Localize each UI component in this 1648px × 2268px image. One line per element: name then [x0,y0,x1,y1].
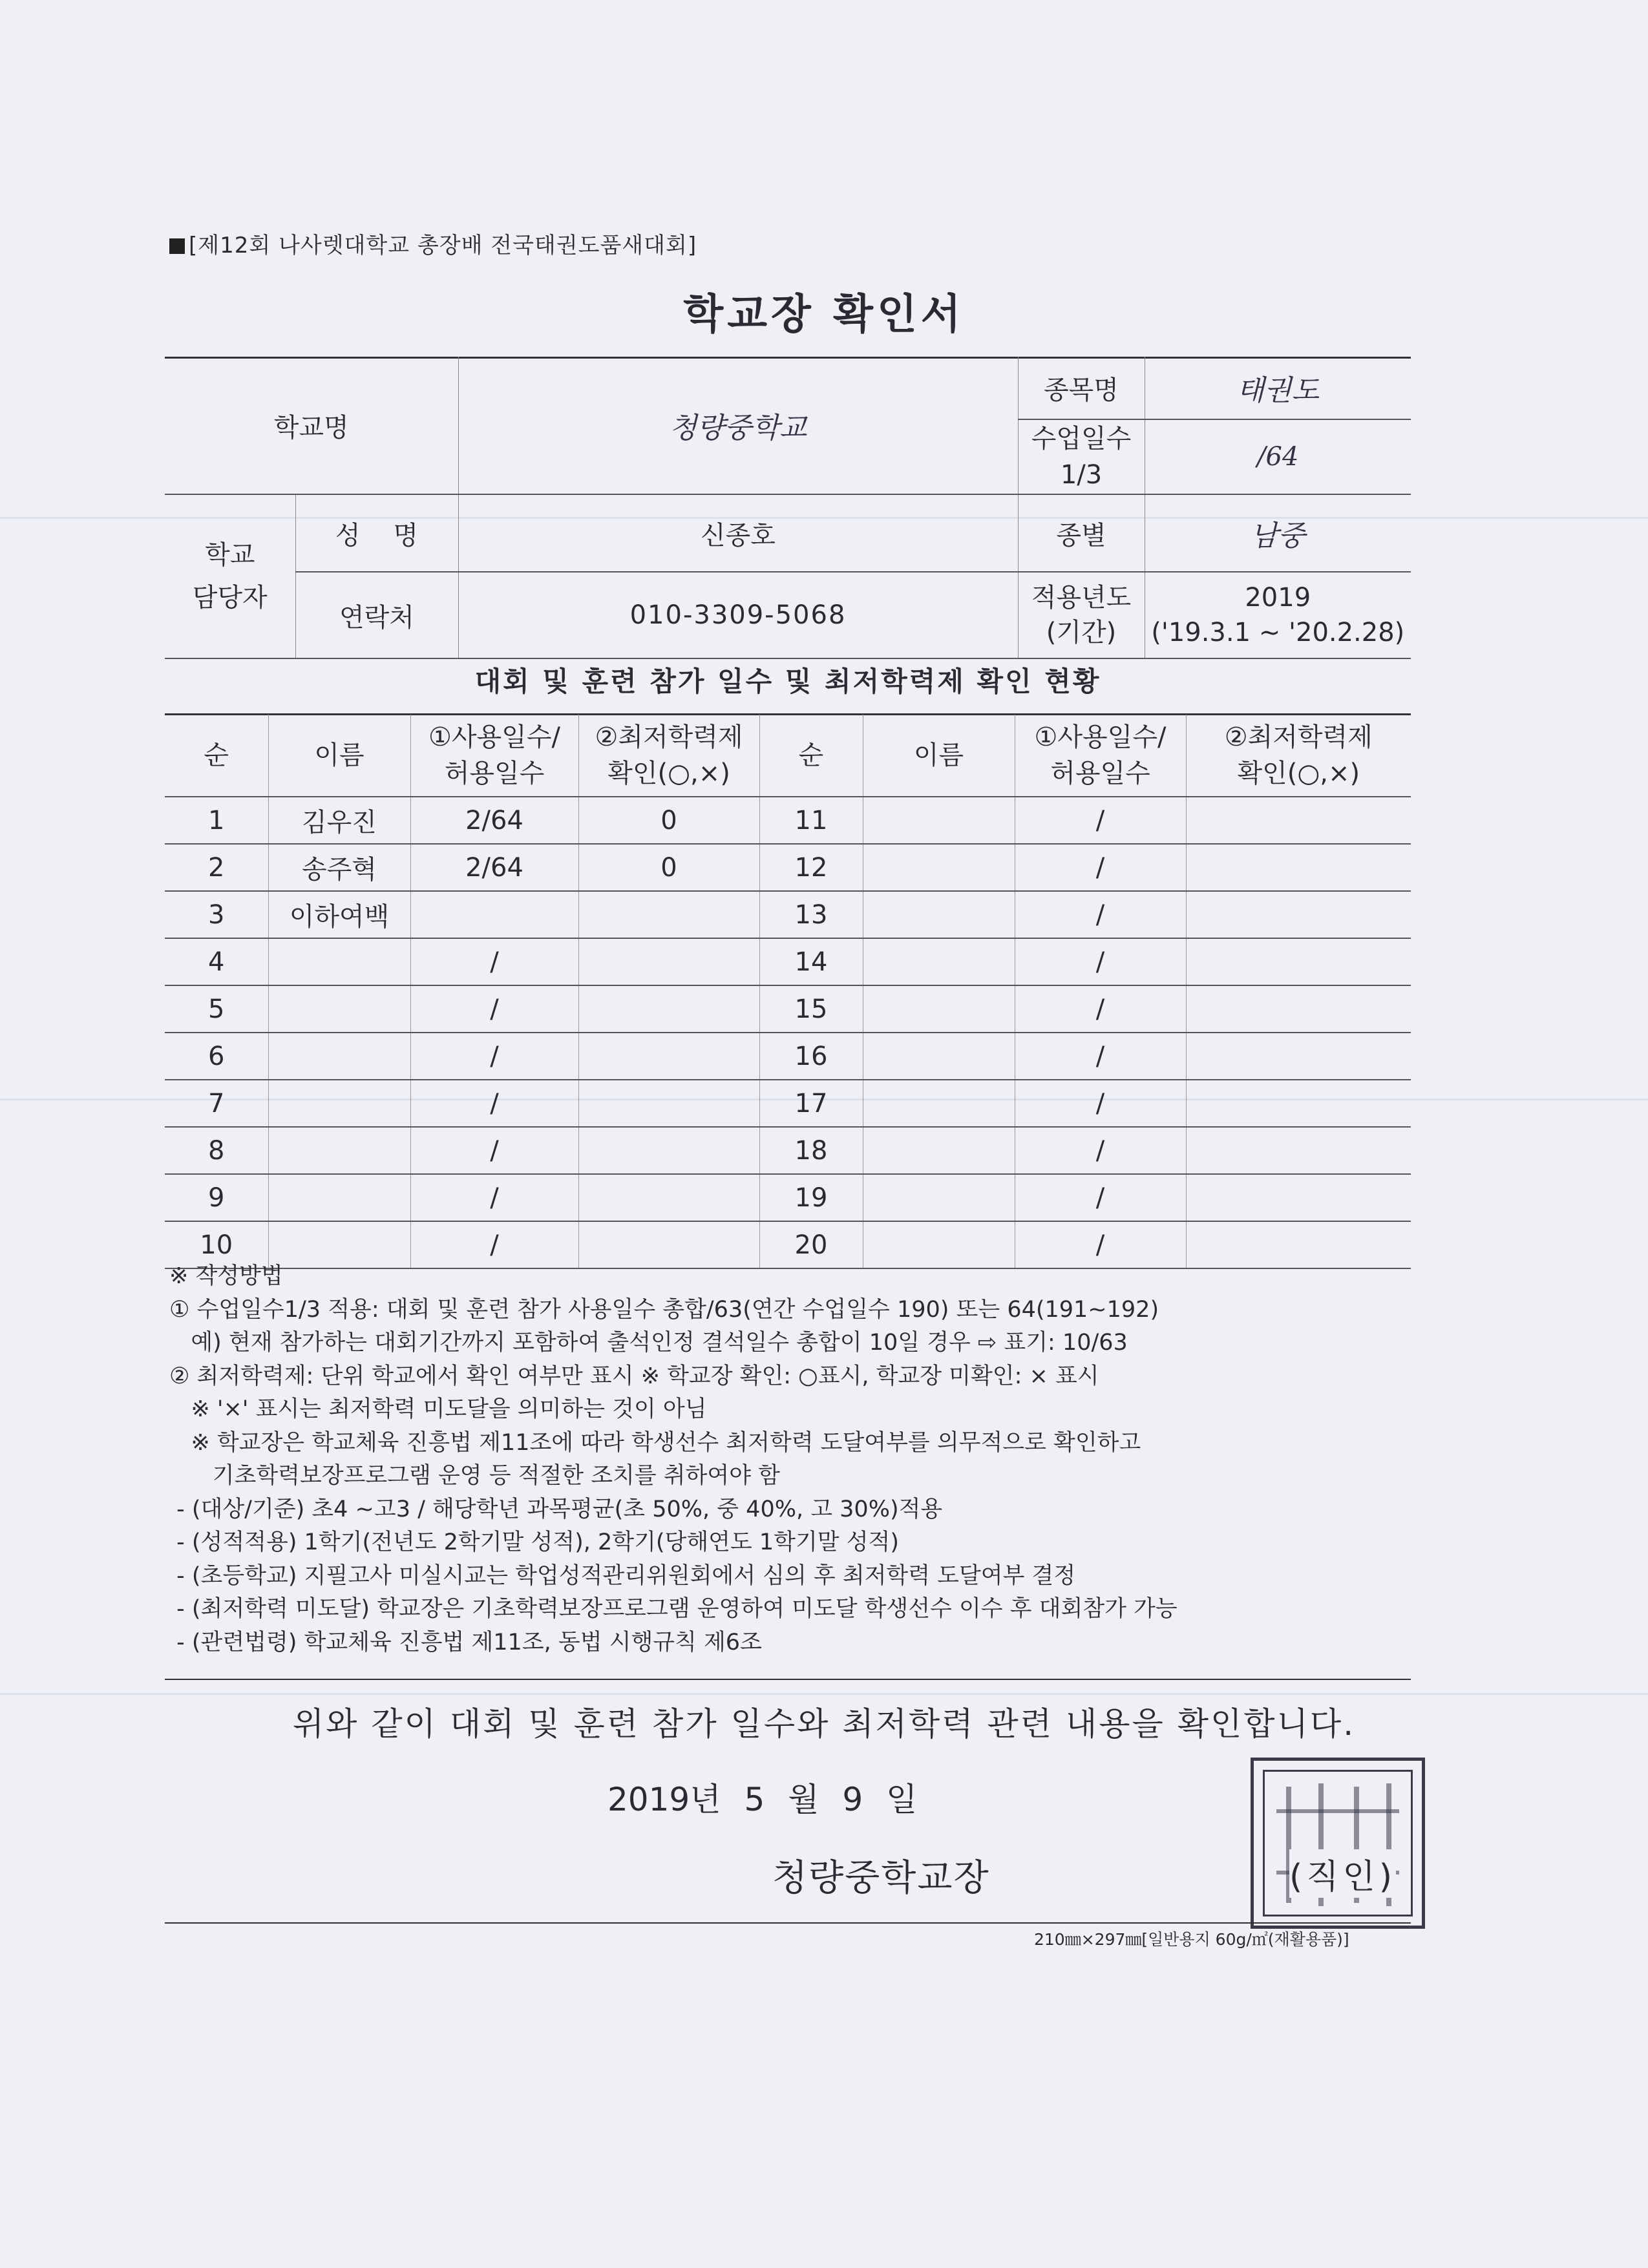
school-label: 학교명 [165,357,458,494]
table-row [165,1033,1411,1080]
class-days-label: 수업일수 1/3 [1018,419,1145,494]
school-info-table [165,357,1411,659]
row-name: 이하여백 [268,891,410,938]
square-bullet-icon [169,238,185,254]
row-check [1186,1127,1411,1174]
row-no: 4 [165,938,268,985]
row-days: / [410,985,578,1033]
row-name [268,1033,410,1080]
header-days: ①사용일수/ 허용일수 [410,715,578,797]
row-no: 11 [759,797,863,844]
row-check [578,1080,759,1127]
row-name [268,1080,410,1127]
table-row [165,985,1411,1033]
row-check: 0 [578,844,759,891]
row-no: 6 [165,1033,268,1080]
row-name [863,1033,1015,1080]
page-title: 학교장 확인서 [683,291,965,339]
row-no: 14 [759,938,863,985]
row-check [578,938,759,985]
official-seal-icon [1251,1758,1425,1929]
table-header-row [165,715,1411,797]
row-days: / [410,1174,578,1221]
principal-name: 청량중학교장 [772,1857,990,1899]
note-line: - (성적적용) 1학기(전년도 2학기말 성적), 2학기(당해연도 1학기말 성적) [169,1529,900,1555]
header-days: ①사용일수/ 허용일수 [1015,715,1186,797]
row-name [863,1174,1015,1221]
year-label: 적용년도 (기간) [1018,572,1145,658]
row-name [863,797,1015,844]
year-value: 2019 ('19.3.1 ~ '20.2.28) [1145,572,1411,658]
table-row [165,938,1411,985]
row-no: 10 [165,1221,268,1268]
row-days: / [410,1033,578,1080]
table-row [165,844,1411,891]
row-no: 19 [759,1174,863,1221]
row-days: / [1015,844,1186,891]
row-check [1186,797,1411,844]
row-no: 5 [165,985,268,1033]
row-days: / [1015,938,1186,985]
row-check [1186,1080,1411,1127]
footer-rule [165,1922,1411,1924]
row-days: / [410,1080,578,1127]
row-days: / [1015,1080,1186,1127]
header-name: 이름 [268,715,410,797]
row-no: 18 [759,1127,863,1174]
row-no: 13 [759,891,863,938]
table-row [165,1080,1411,1127]
row-no: 16 [759,1033,863,1080]
participation-table [165,715,1411,1269]
row-name: 김우진 [268,797,410,844]
note-line: 예) 현재 참가하는 대회기간까지 포함하여 출석인정 결석일수 총합이 10일 경우 ⇨ 표기: 10/63 [169,1330,1128,1356]
notes-bottom-rule [165,1679,1411,1680]
row-days: / [1015,1033,1186,1080]
row-days: / [410,938,578,985]
row-days: / [410,1127,578,1174]
row-days: / [1015,1127,1186,1174]
manager-label: 학교 담당자 [165,494,295,658]
row-name [268,1127,410,1174]
row-check [578,985,759,1033]
row-no: 7 [165,1080,268,1127]
note-line: - (초등학교) 지필고사 미실시교는 학업성적관리위원회에서 심의 후 최저학력 도달여부 결정 [169,1562,1076,1589]
row-check [578,1127,759,1174]
row-days: / [1015,1221,1186,1268]
row-no: 12 [759,844,863,891]
row-name [268,1174,410,1221]
row-days: / [1015,1174,1186,1221]
row-name [863,985,1015,1033]
contact-label: 연락처 [295,572,458,658]
row-no: 17 [759,1080,863,1127]
row-days: / [410,1221,578,1268]
row-check [1186,1033,1411,1080]
row-check [1186,844,1411,891]
gender-label: 종별 [1018,494,1145,572]
header-check: ②최저학력제 확인(○,×) [578,715,759,797]
row-check: 0 [578,797,759,844]
paper-spec: 210㎜×297㎜[일반용지 60g/㎡(재활용품)] [1034,1930,1349,1949]
confirmation-statement: 위와 같이 대회 및 훈련 참가 일수와 최저학력 관련 내용을 확인합니다. [292,1705,1356,1743]
row-check [1186,891,1411,938]
note-line: ※ 학교장은 학교체육 진흥법 제11조에 따라 학생선수 최저학력 도달여부를 의무적으로 확인하고 [169,1429,1141,1456]
school-value: 청량중학교 [458,357,1018,494]
row-check [578,1033,759,1080]
row-name [863,1080,1015,1127]
class-days-value: /64 [1145,419,1411,494]
instructions-block [169,1260,1178,1659]
table-row [165,797,1411,844]
row-no: 1 [165,797,268,844]
event-name: [제12회 나사렛대학교 총장배 전국태권도품새대회] [189,233,697,258]
note-line: - (대상/기준) 초4 ~고3 / 해당학년 과목평균(초 50%, 중 40%, 고 30%)적용 [169,1496,943,1522]
row-name [863,938,1015,985]
event-heading [169,227,697,259]
row-days: 2/64 [410,797,578,844]
seal-text: (직인) [1289,1849,1396,1898]
row-no: 8 [165,1127,268,1174]
note-line: ※ 작성방법 [169,1263,283,1289]
row-name [268,985,410,1033]
row-days: / [1015,985,1186,1033]
row-name [863,844,1015,891]
gender-value: 남중 [1145,494,1411,572]
row-check [1186,1174,1411,1221]
note-line: ① 수업일수1/3 적용: 대회 및 훈련 참가 사용일수 총합/63(연간 수업일수 190) 또는 64(191~192) [169,1296,1159,1323]
issue-date: 2019년 5 월 9 일 [607,1781,918,1818]
row-check [1186,1221,1411,1268]
table-row [165,891,1411,938]
name-value: 신종호 [458,494,1018,572]
row-no: 20 [759,1221,863,1268]
header-name: 이름 [863,715,1015,797]
header-no: 순 [165,715,268,797]
row-days: / [1015,891,1186,938]
header-check: ②최저학력제 확인(○,×) [1186,715,1411,797]
table-row [165,1127,1411,1174]
note-line: ② 최저학력제: 단위 학교에서 확인 여부만 표시 ※ 학교장 확인: ○표시, 학교장 미확인: × 표시 [169,1363,1099,1389]
name-label: 성 명 [295,494,458,572]
note-line: ※ '×' 표시는 최저학력 미도달을 의미하는 것이 아님 [169,1396,707,1422]
row-check [1186,938,1411,985]
row-no: 15 [759,985,863,1033]
row-days: 2/64 [410,844,578,891]
row-name [268,938,410,985]
seal-glyph-stroke [1276,1809,1399,1813]
note-line: 기초학력보장프로그램 운영 등 적절한 조치를 취하여야 함 [169,1463,780,1489]
table-row [165,1174,1411,1221]
row-days [410,891,578,938]
sport-label: 종목명 [1018,357,1145,419]
header-no: 순 [759,715,863,797]
row-name [863,1127,1015,1174]
paper-fold [0,1693,1648,1695]
row-no: 3 [165,891,268,938]
sport-value: 태권도 [1145,357,1411,419]
row-days: / [1015,797,1186,844]
contact-value: 010-3309-5068 [458,572,1018,658]
row-check [1186,985,1411,1033]
row-check [578,1174,759,1221]
row-no: 9 [165,1174,268,1221]
row-no: 2 [165,844,268,891]
row-check [578,891,759,938]
section-title: 대회 및 훈련 참가 일수 및 최저학력제 확인 현황 [474,666,1101,697]
row-name: 송주혁 [268,844,410,891]
row-name [863,891,1015,938]
note-line: - (최저학력 미도달) 학교장은 기초학력보장프로그램 운영하여 미도달 학생선수 이수 후 대회참가 가능 [169,1596,1178,1622]
note-line: - (관련법령) 학교체육 진흥법 제11조, 동법 시행규칙 제6조 [169,1629,762,1655]
